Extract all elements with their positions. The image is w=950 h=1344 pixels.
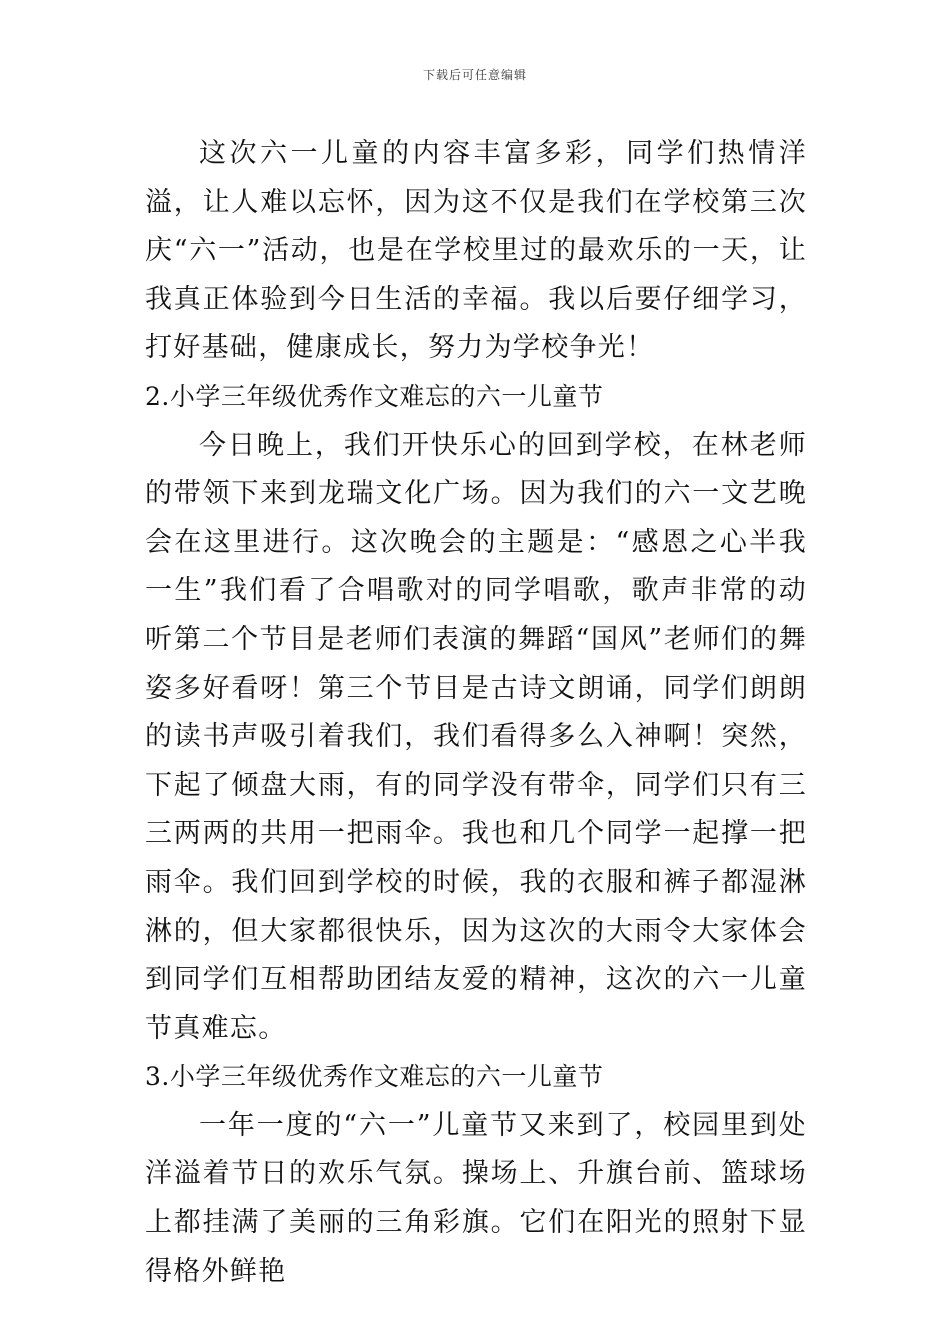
section-heading-3: 3.小学三年级优秀作文难忘的六一儿童节 (145, 1062, 604, 1092)
paragraph-3: 一年一度的“六一”儿童节又来到了，校园里到处洋溢着节日的欢乐气氛。操场上、升旗台前、篮球场上都挂满了美丽的三角彩旗。它们在阳光的照射下显得格外鲜艳 (145, 1109, 807, 1287)
paragraph-2: 今日晚上，我们开快乐心的回到学校，在林老师的带领下来到龙瑞文化广场。因为我们的六一文艺晚会在这里进行。这次晚会的主题是：“感恩之心半我一生”我们看了合唱歌对的同学唱歌，歌声非常的动听第二个节目是老师们表演的舞蹈“国风”老师们的舞姿多好看呀！第三个节目是古诗文朗诵，同学们朗朗的读书声吸引着我们，我们看得多么入神啊！突然，下起了倾盘大雨，有的同学没有带伞，同学们只有三三两两的共用一把雨伞。我也和几个同学一起撑一把雨伞。我们回到学校的时候，我的衣服和裤子都湿淋淋的，但大家都很快乐，因为这次的大雨令大家体会到同学们互相帮助团结友爱的精神，这次的六一儿童节真难忘。 (145, 429, 807, 1044)
section-heading-2: 2.小学三年级优秀作文难忘的六一儿童节 (145, 381, 604, 411)
document-body (145, 130, 807, 1296)
paragraph-1: 这次六一儿童的内容丰富多彩，同学们热情洋溢，让人难以忘怀，因为这不仅是我们在学校第三次庆“六一”活动，也是在学校里过的最欢乐的一天，让我真正体验到今日生活的幸福。我以后要仔细学习，打好基础，健康成长，努力为学校争光！ (145, 138, 807, 364)
header-note: 下载后可任意编辑 (422, 68, 527, 82)
